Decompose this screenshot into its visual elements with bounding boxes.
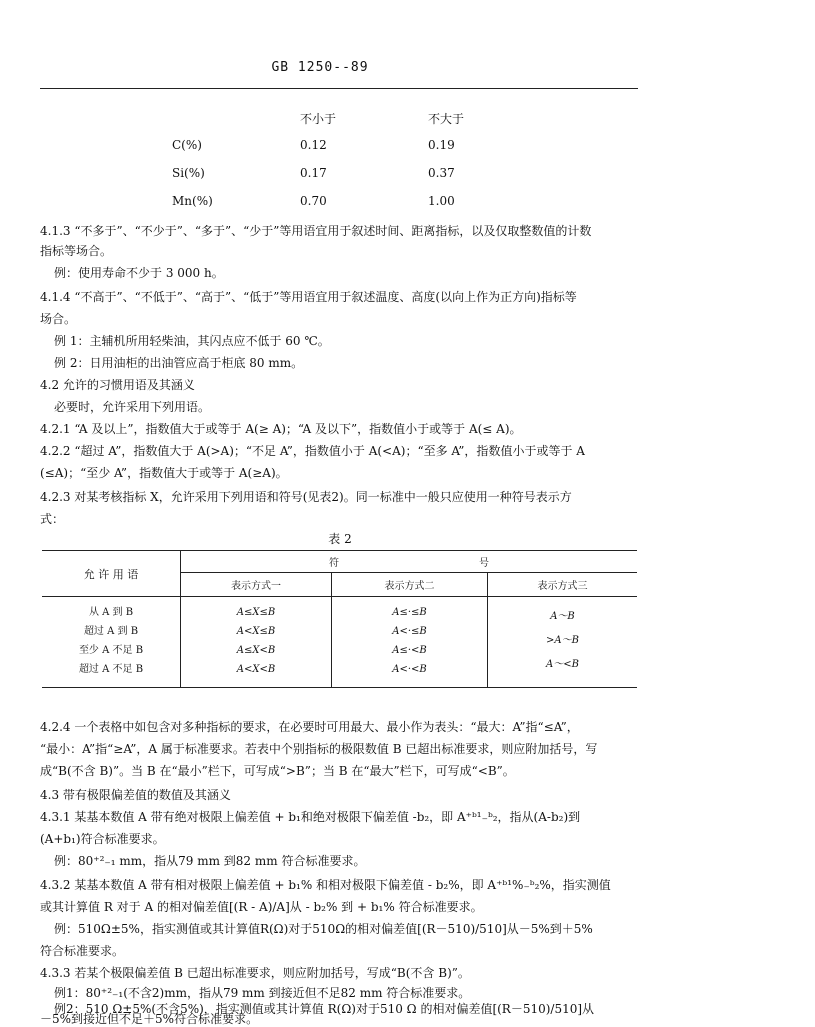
clause-4-2-4-cont: “最小：A”指“≥A”，A 属于标准要求。若表中个别指标的极限数值 B 已超出标准要求，则应附加括号，写	[40, 742, 598, 756]
example-2: 例 2：日用油柜的出油管应高于柜底 80 mm。	[54, 356, 304, 370]
clause-4-3-3: 4.3.3 若某个极限偏差值 B 已超出标准要求，则应附加括号，写成“B(不含 B)”。	[40, 966, 470, 980]
method-3-column	[488, 597, 638, 688]
symbol-cell: A～<B	[546, 659, 579, 670]
min-value: 0.70	[300, 194, 327, 208]
clause-4-2-4-cont: 成“B(不含 B)”。当 B 在“最小”栏下，可写成“>B”；当 B 在“最大”栏下，可写成“<B”。	[40, 764, 515, 778]
term-cell: 超过 A 不足 B	[78, 664, 144, 675]
symbol-cell: A≤X≤B	[236, 607, 276, 618]
example-2-cont: －5%到接近但不足＋5%符合标准要求。	[40, 1012, 259, 1026]
section-4-2-intro: 必要时，允许采用下列用语。	[54, 400, 211, 414]
term-cell: 超过 A 到 B	[83, 626, 139, 637]
clause-4-3-1-cont: (A+b₁)符合标准要求。	[40, 832, 165, 846]
symbol-cell: A≤·<B	[392, 645, 427, 656]
table-caption: 表 2	[328, 532, 352, 546]
term-cell: 从 A 到 B	[88, 607, 134, 618]
clause-4-1-4-cont: 场合。	[40, 312, 77, 326]
sub-header-1: 表示方式一	[181, 573, 332, 597]
max-value: 0.37	[428, 166, 455, 180]
symbol-cell: A<X<B	[236, 664, 276, 675]
max-value: 0.19	[428, 138, 455, 152]
element-label: Mn(%)	[172, 194, 213, 208]
symbol-cell: A<·<B	[392, 664, 427, 675]
symbol-cell: A<X≤B	[236, 626, 276, 637]
example-1: 例1：80⁺²₋₁(不含2)mm，指从79 mm 到接近但不足82 mm 符合标准要求。	[54, 986, 471, 1000]
col-term-header: 允 许 用 语	[42, 551, 181, 597]
clause-4-1-3-cont: 指标等场合。	[40, 244, 113, 258]
section-4-2-title: 4.2 允许的习惯用语及其涵义	[40, 378, 195, 392]
method-2-column	[332, 597, 488, 688]
element-label: C(%)	[172, 138, 202, 152]
symbol-cell: A～B	[550, 611, 575, 622]
example: 例：80⁺²₋₁ mm，指从79 mm 到82 mm 符合标准要求。	[54, 854, 366, 868]
clause-4-1-4: 4.1.4 “不高于”、“不低于”、“高于”、“低于”等用语宜用于叙述温度、高度(以向上作为正方向)指标等	[40, 290, 577, 304]
sub-header-3: 表示方式三	[488, 573, 638, 597]
min-value: 0.17	[300, 166, 327, 180]
sub-header-2: 表示方式二	[332, 573, 488, 597]
clause-4-3-2: 4.3.2 某基本数值 A 带有相对极限上偏差值 + b₁% 和相对极限下偏差值 - b₂%，即 A⁺ᵇ¹%₋ᵇ₂%，指实测值	[40, 878, 611, 892]
standard-number: GB 1250--89	[271, 60, 369, 75]
col-max-header: 不大于	[428, 112, 465, 126]
clause-4-2-2-cont: (≤A)；“至少 A”，指数值大于或等于 A(≥A)。	[40, 466, 288, 480]
min-value: 0.12	[300, 138, 327, 152]
max-value: 1.00	[428, 194, 455, 208]
clause-4-2-3: 4.2.3 对某考核指标 X，允许采用下列用语和符号(见表2)。同一标准中一般只应使用一种符号表示方	[40, 490, 572, 504]
example-cont: 符合标准要求。	[40, 944, 125, 958]
terms-symbols-table	[42, 550, 637, 688]
col-symbol-header: 符 号	[181, 551, 638, 573]
clause-4-2-1: 4.2.1 “A 及以上”，指数值大于或等于 A(≥ A)；“A 及以下”，指数值小于或等于 A(≤ A)。	[40, 422, 522, 436]
header-rule	[40, 88, 638, 89]
clause-4-3-1: 4.3.1 某基本数值 A 带有绝对极限上偏差值 + b₁和绝对极限下偏差值 -b₂，即 A⁺ᵇ¹₋ᵇ₂，指从(A-b₂)到	[40, 810, 581, 824]
clause-4-1-3: 4.1.3 “不多于”、“不少于”、“多于”、“少于”等用语宜用于叙述时间、距离指标，以及仅取整数值的计数	[40, 224, 592, 238]
term-cell: 至少 A 不足 B	[78, 645, 144, 656]
clause-4-2-2: 4.2.2 “超过 A”，指数值大于 A(>A)；“不足 A”，指数值小于 A(<A)；“至多 A”，指数值小于或等于 A	[40, 444, 585, 458]
col-min-header: 不小于	[300, 112, 337, 126]
symbol-cell: A<·≤B	[392, 626, 427, 637]
method-1-column	[181, 597, 332, 688]
example-1: 例 1：主辅机所用轻柴油，其闪点应不低于 60 ℃。	[54, 334, 330, 348]
symbol-cell: A≤·≤B	[392, 607, 427, 618]
element-label: Si(%)	[172, 166, 205, 180]
clause-4-2-3-cont: 式：	[40, 512, 65, 526]
clause-4-3-2-cont: 或其计算值 R 对于 A 的相对偏差值[(R - A)/A]从 - b₂% 到 + b₁% 符合标准要求。	[40, 900, 483, 914]
example: 例：510Ω±5%，指实测值或其计算值R(Ω)对于510Ω的相对偏差值[(R－510)/510]从－5%到＋5%	[54, 922, 593, 936]
example-2: 例2：510 Ω±5%(不含5%)，指实测值或其计算值 R(Ω)对于510 Ω 的相对偏差值[(R－510)/510]从	[54, 1002, 595, 1016]
clause-4-2-4: 4.2.4 一个表格中如包含对多种指标的要求，在必要时可用最大、最小作为表头：“最大：A”指“≤A”，	[40, 720, 579, 734]
section-4-3-title: 4.3 带有极限偏差值的数值及其涵义	[40, 788, 231, 802]
symbol-cell: A≤X<B	[236, 645, 276, 656]
example: 例：使用寿命不少于 3 000 h。	[54, 266, 224, 280]
symbol-cell: >A～B	[546, 635, 579, 646]
terms-column	[42, 597, 181, 688]
